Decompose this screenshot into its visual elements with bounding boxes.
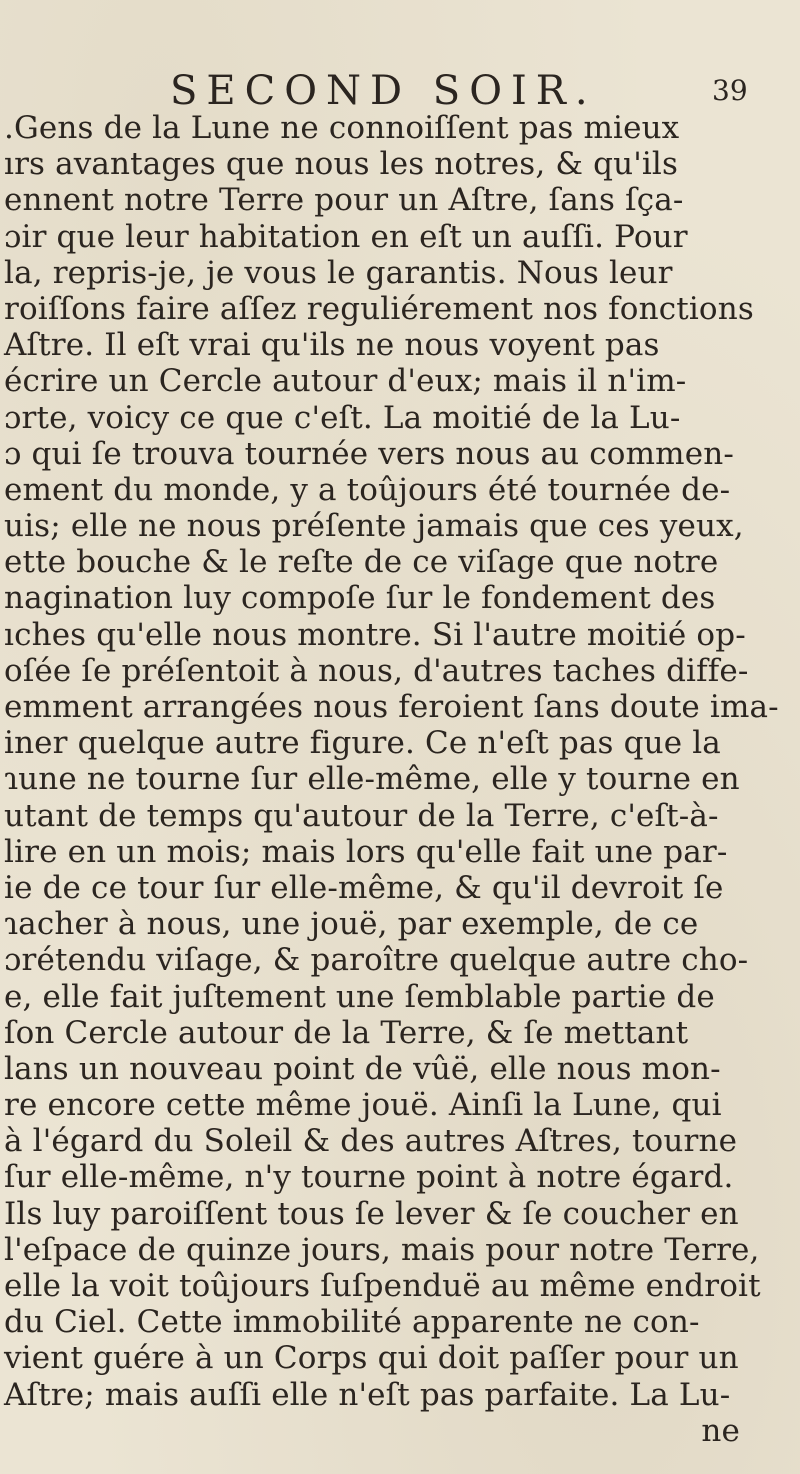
text-line: ɔ qui ſe trouva tournée vers nous au commen- xyxy=(4,435,734,472)
text-line: ie de ce tour ſur elle-même, & qu'il devroit ſe xyxy=(4,869,724,906)
text-line: ɔrétendu viſage, & paroître quelque autre cho- xyxy=(4,942,749,979)
text-line: l'eſpace de quinze jours, mais pour notre Terre, xyxy=(4,1231,760,1268)
text-line: ɔrte, voicy ce que c'eſt. La moitié de la Lu- xyxy=(4,399,681,436)
text-line: lire en un mois; mais lors qu'elle fait une par- xyxy=(4,833,728,870)
text-line: ette bouche & le reſte de ce viſage que notre xyxy=(4,544,719,581)
text-line: vient guére à un Corps qui doit paſſer pour un xyxy=(4,1340,739,1377)
text-line: utant de temps qu'autour de la Terre, c'eſt-à- xyxy=(4,797,719,834)
text-line: emment arrangées nous feroient ſans doute ima- xyxy=(4,689,779,725)
text-line: uis; elle ne nous préſente jamais que ces yeux, xyxy=(4,508,744,545)
body-text xyxy=(0,110,800,1449)
text-line: e, elle fait juſtement une ſemblable partie de xyxy=(4,978,715,1015)
text-line: ement du monde, y a toûjours été tournée de- xyxy=(4,471,731,508)
text-line: roiſſons faire aſſez reguliérement nos fonctions xyxy=(4,290,754,327)
text-line: du Ciel. Cette immobilité apparente ne con- xyxy=(4,1304,700,1341)
text-line: oſée ſe préſentoit à nous, d'autres taches diffe- xyxy=(4,652,749,689)
text-line: Ils luy paroiſſent tous ſe lever & ſe coucher en xyxy=(4,1195,739,1232)
text-line: lans un nouveau point de vûë, elle nous mon- xyxy=(4,1050,721,1087)
text-line: ſur elle-même, n'y tourne point à notre égard. xyxy=(4,1159,734,1196)
text-line: écrire un Cercle autour d'eux; mais il n'im- xyxy=(4,363,687,400)
text-line: ɔir que leur habitation en eſt un auſſi. Pour xyxy=(4,218,688,255)
text-line: elle la voit toûjours ſuſpenduë au même endroit xyxy=(4,1268,761,1304)
text-line: nagination luy compoſe ſur le fondement des xyxy=(4,580,716,617)
text-line: ɿune ne tourne ſur elle-même, elle y tourne en xyxy=(4,761,740,798)
running-head: SECOND SOIR. xyxy=(170,68,597,114)
text-line: Aſtre. Il eſt vrai qu'ils ne nous voyent pas xyxy=(4,327,660,364)
text-line: à l'égard du Soleil & des autres Aſtres, tourne xyxy=(4,1123,738,1160)
text-line: re encore cette même jouë. Ainſi la Lune, qui xyxy=(4,1087,722,1124)
text-line: ennent notre Terre pour un Aſtre, ſans ſça- xyxy=(4,182,684,219)
text-line: la, repris-je, je vous le garantis. Nous leur xyxy=(4,254,673,291)
text-line: iner quelque autre figure. Ce n'eſt pas que la xyxy=(4,725,721,762)
text-line: ıches qu'elle nous montre. Si l'autre moitié op- xyxy=(4,616,746,653)
catchword: ne xyxy=(701,1412,740,1449)
text-line: ſon Cercle autour de la Terre, & ſe mettant xyxy=(4,1014,689,1051)
text-line: ɿacher à nous, une jouë, par exemple, de ce xyxy=(4,906,699,943)
text-line: .Gens de la Lune ne connoiſſent pas mieux xyxy=(4,110,680,146)
text-line: ırs avantages que nous les notres, & qu'ils xyxy=(4,146,679,183)
page-number: 39 xyxy=(712,74,748,107)
text-line: Aſtre; mais auſſi elle n'eſt pas parfaite. La Lu- xyxy=(4,1376,731,1413)
